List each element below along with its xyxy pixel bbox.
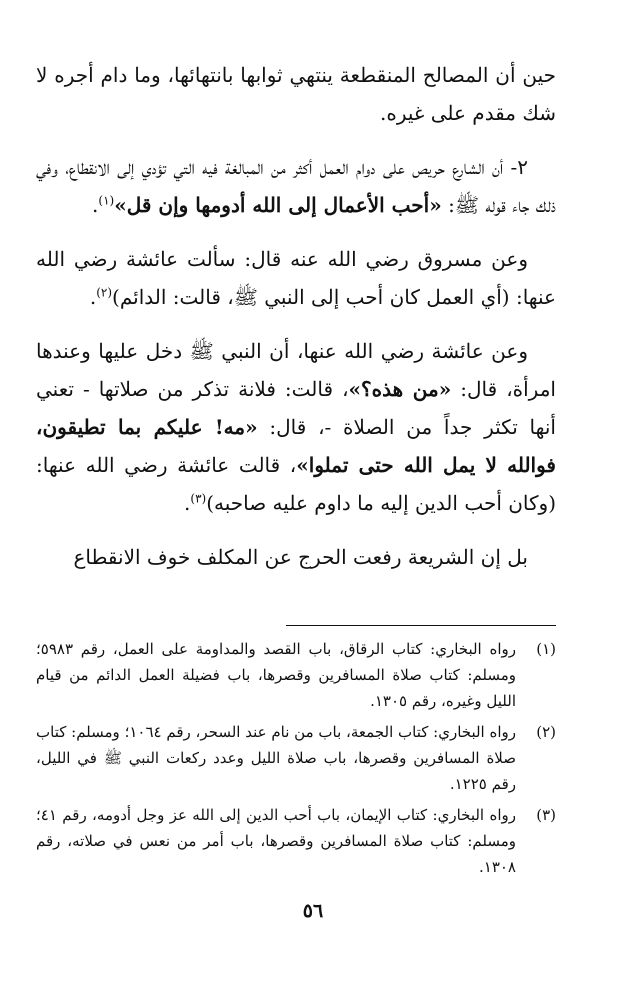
footnote-ref-3[interactable]: (٣) (190, 491, 207, 506)
footnote-3-number: (٣) (536, 806, 556, 824)
paragraph-5 (36, 538, 556, 576)
footnote-ref-2[interactable]: (٢) (96, 285, 113, 300)
paragraph-2-end: . (92, 193, 99, 217)
footnote-divider (286, 625, 556, 626)
paragraph-4-text-c: ، قالت عائشة رضي الله عنها: (وكان أحب الدين إليه ما داوم عليه صاحبه) (36, 453, 556, 515)
paragraph-4-text-b: ، قالت: فلانة تذكر من صلاتها - تعني أنها تكثر جداً من الصلاة -، قال: (36, 377, 556, 439)
footnote-2 (36, 719, 556, 797)
page-number: ٥٦ (302, 900, 324, 922)
paragraph-3-end: . (89, 285, 97, 309)
footnote-2-number: (٢) (536, 723, 556, 741)
paragraph-4-text-a: وعن عائشة رضي الله عنها، أن النبي ﷺ دخل عليها وعندها امرأة، قال: (36, 339, 556, 401)
footnotes-section (36, 636, 556, 885)
footnote-2-text: رواه البخاري: كتاب الجمعة، باب من نام عند السحر، رقم ١٠٦٤؛ ومسلم: كتاب صلاة المسافرين وقصرها، باب صلاة الليل وعدد ركعات النبي ﷺ في الليل، رقم ١٢٢٥. (36, 723, 516, 793)
footnote-3 (36, 802, 556, 880)
paragraph-1-text: حين أن المصالح المنقطعة ينتهي ثوابها بانتهائها، وما دام أجره لا شك مقدم على غيره. (36, 63, 556, 125)
paragraph-3-text: وعن مسروق رضي الله عنه قال: سألت عائشة رضي الله عنها: (أي العمل كان أحب إلى النبي ﷺ، قالت: الدائم) (36, 247, 556, 309)
paragraph-4 (36, 332, 556, 522)
hadith-quote-1: «أحب الأعمال إلى الله أدومها وإن قل» (114, 193, 442, 217)
footnote-1-text: رواه البخاري: كتاب الرقاق، باب القصد والمداومة على العمل، رقم ٥٩٨٣؛ ومسلم: كتاب صلاة المسافرين وقصرها، باب فضيلة العمل الدائم من قيام الليل وغيره، رقم ١٣٠٥. (36, 640, 516, 710)
hadith-quote-2: «من هذه؟» (348, 377, 452, 401)
paragraph-3 (36, 240, 556, 316)
hadith-quote-3: «مه! عليكم بما تطيقون، فوالله لا يمل الله حتى تملوا» (36, 415, 556, 477)
footnote-1-number: (١) (536, 640, 556, 658)
paragraph-2 (36, 148, 556, 224)
paragraph-5-text: بل إن الشريعة رفعت الحرج عن المكلف خوف الانقطاع (73, 545, 528, 569)
paragraph-1 (36, 56, 556, 132)
footnote-3-text: رواه البخاري: كتاب الإيمان، باب أحب الدين إلى الله عز وجل أدومه، رقم ٤١؛ ومسلم: كتاب صلاة المسافرين وقصرها، باب أمر من نعس في صلاته، رقم ١٣٠٨. (36, 806, 516, 876)
footnote-1 (36, 636, 556, 714)
footnote-ref-1[interactable]: (١) (98, 193, 115, 208)
paragraph-2-text: ٢- أن الشارع حريص على دوام العمل أكثر من المبالغة فيه التي تؤدي إلى الانقطاع، وفي ذلك جاء قوله ﷺ: (36, 155, 556, 217)
paragraph-4-end: . (184, 491, 191, 515)
